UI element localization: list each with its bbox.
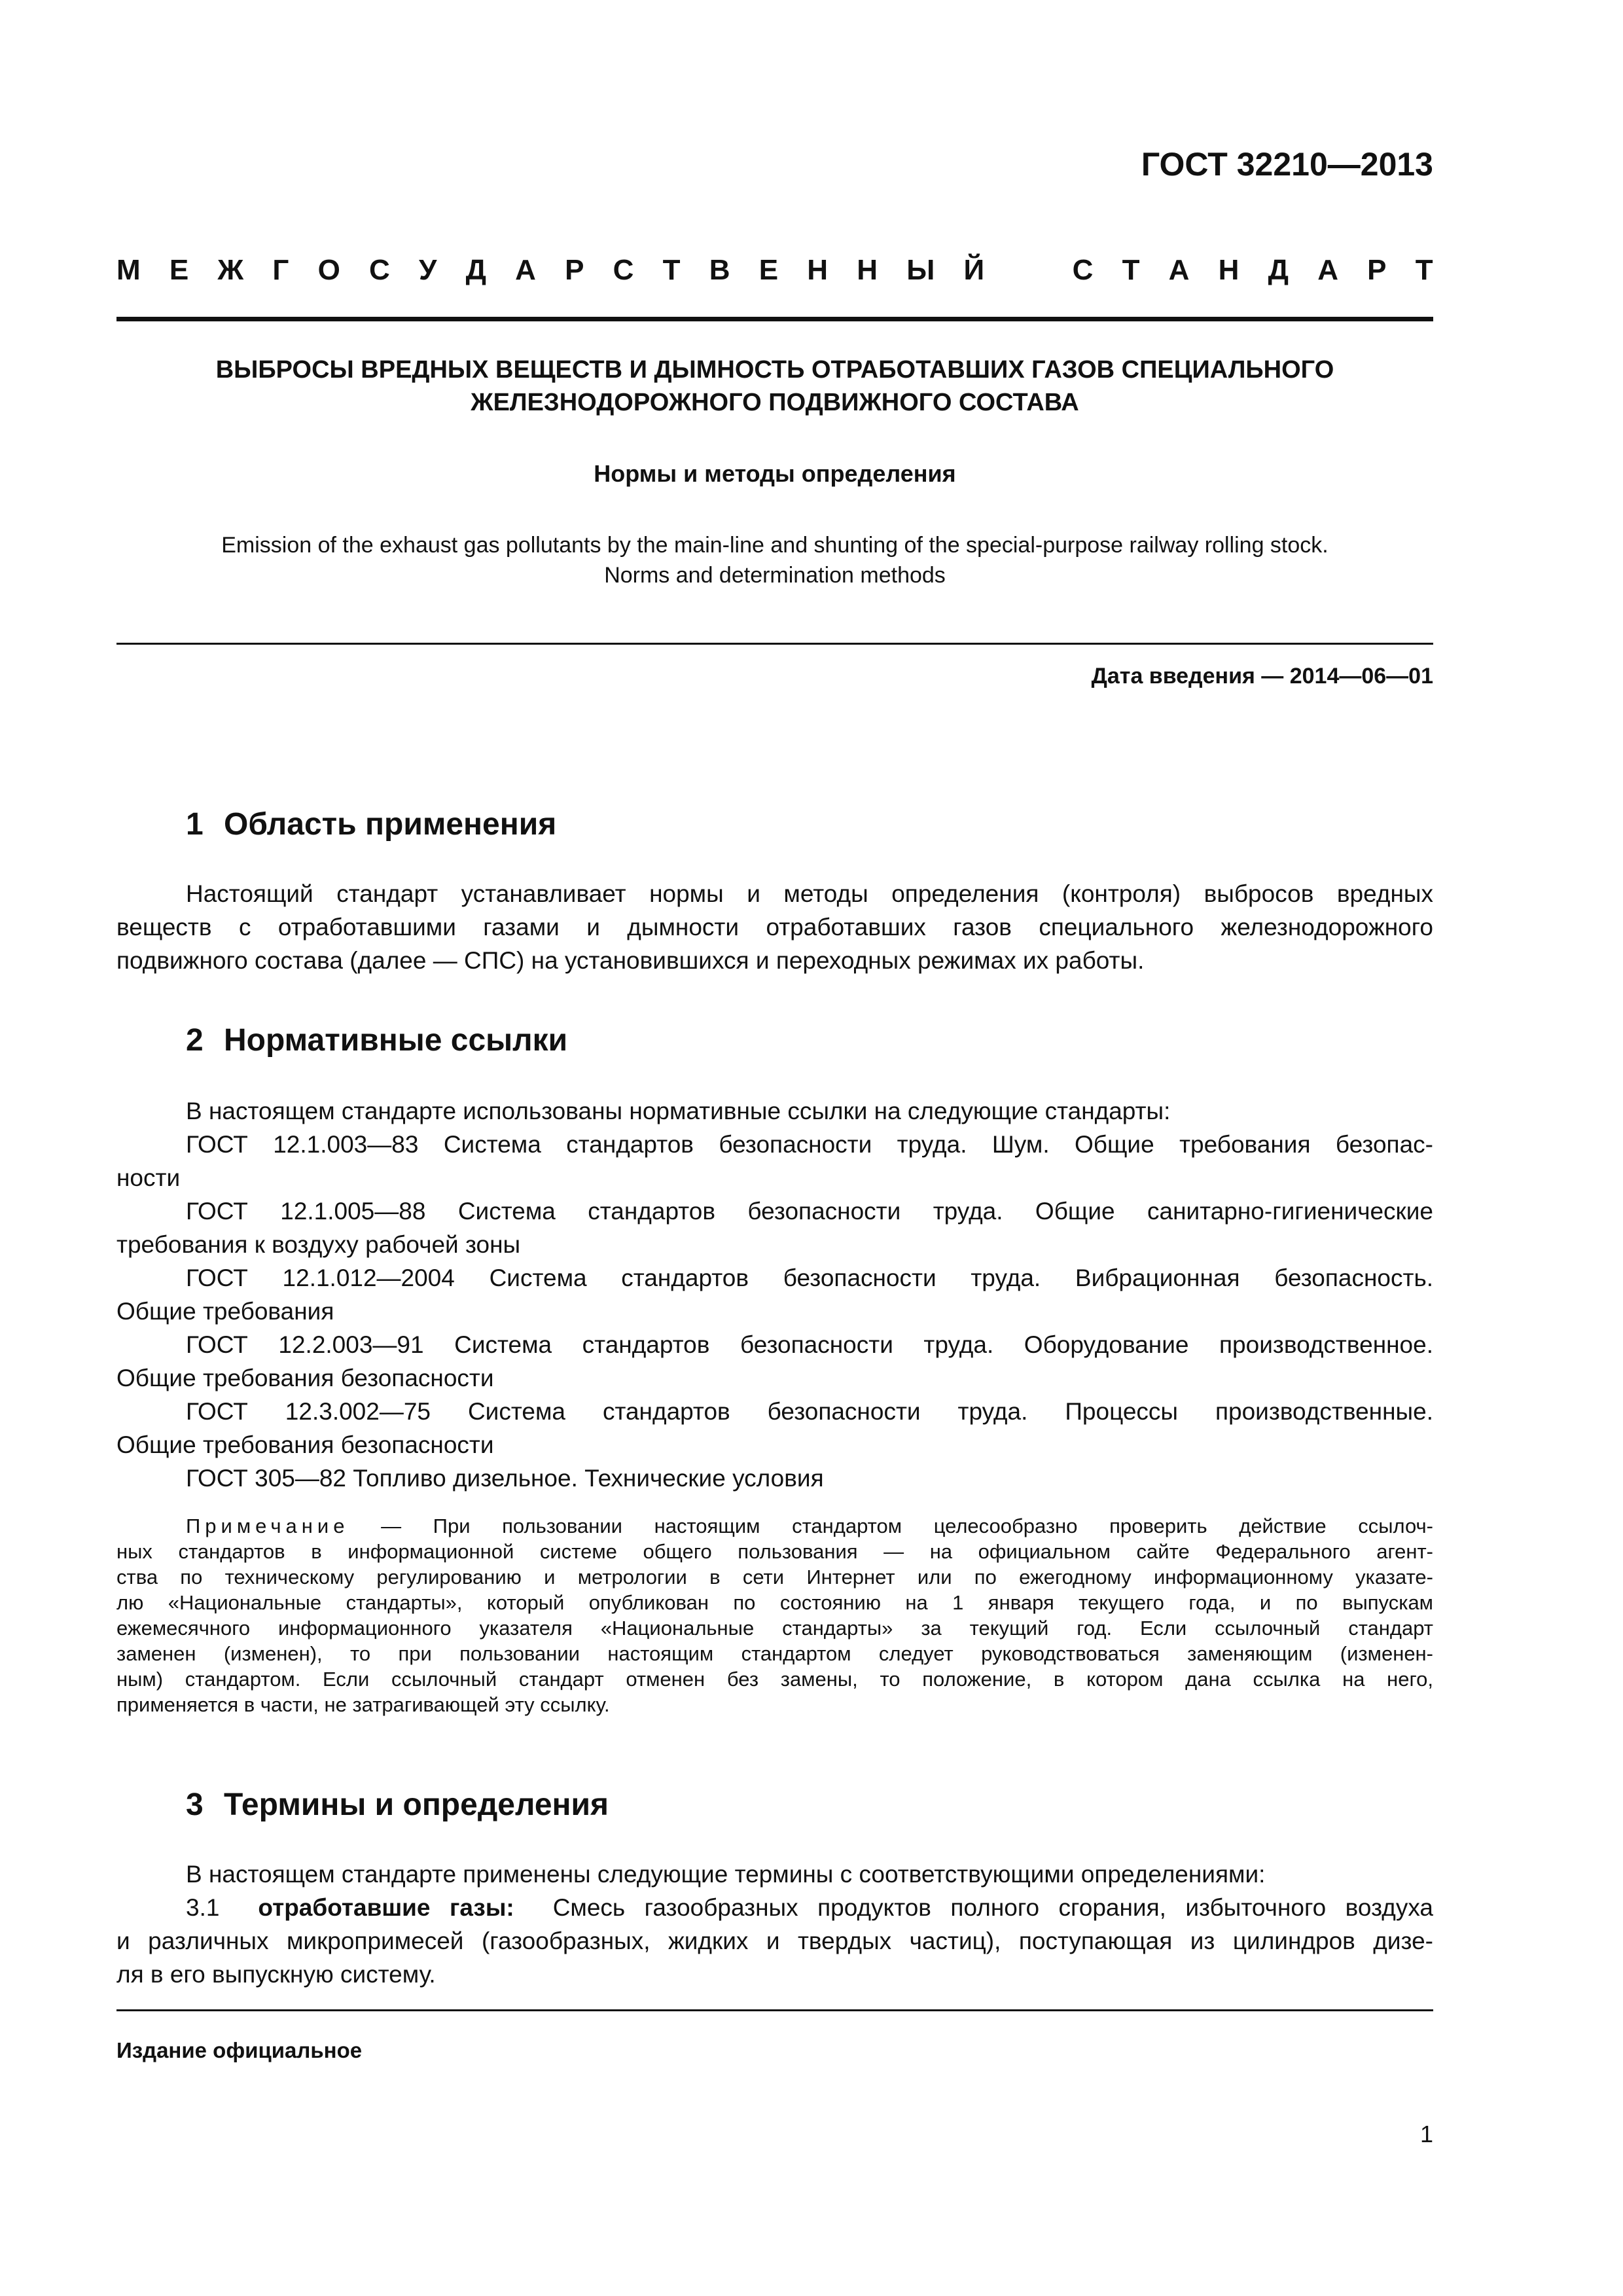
reference-note bbox=[116, 1513, 1433, 1717]
reference-line: ности bbox=[116, 1164, 181, 1191]
section-3-body bbox=[116, 1857, 1433, 1991]
section-2-body bbox=[116, 1094, 1433, 1495]
note-label: Примечание bbox=[186, 1515, 349, 1537]
term-name: отработавшие газы: bbox=[258, 1894, 514, 1921]
note-line: ства по техническому регулированию и метрологии в сети Интернет или по ежегодному информационному указате- bbox=[116, 1566, 1433, 1588]
standard-type-heading bbox=[116, 254, 1433, 287]
reference-line: Общие требования безопасности bbox=[116, 1365, 494, 1391]
standard-type-letter: А bbox=[1317, 254, 1338, 286]
standard-type-letter: Д bbox=[1268, 254, 1289, 286]
english-title bbox=[116, 530, 1433, 590]
footer-rule bbox=[116, 2009, 1433, 2011]
term-line: и различных микропримесей (газообразных, жидких и твердых частиц), поступающая из цилиндров дизе- bbox=[116, 1928, 1433, 1954]
reference-line: Общие требования bbox=[116, 1298, 334, 1325]
reference-line: ГОСТ 305—82 Топливо дизельное. Технические условия bbox=[186, 1465, 824, 1492]
document-subtitle: Нормы и методы определения bbox=[594, 460, 956, 487]
standard-type-letter: А bbox=[1168, 254, 1190, 286]
note-line: лю «Национальные стандарты», который опубликован по состоянию на 1 января текущего года, и по выпускам bbox=[116, 1591, 1433, 1614]
reference-line: ГОСТ 12.1.012—2004 Система стандартов безопасности труда. Вибрационная безопасность. bbox=[186, 1265, 1433, 1291]
note-text: — При пользовании настоящим стандартом целесообразно проверить действие ссылоч- bbox=[381, 1515, 1433, 1537]
paragraph-line: подвижного состава (далее — СПС) на установившихся и переходных режимах их работы. bbox=[116, 947, 1145, 974]
title-line: ЖЕЛЕЗНОДОРОЖНОГО ПОДВИЖНОГО СОСТАВА bbox=[471, 389, 1079, 416]
title-rule bbox=[116, 643, 1433, 645]
standard-type-letter: Р bbox=[565, 254, 584, 286]
standard-type-letter: С bbox=[613, 254, 634, 286]
note-line: заменен (изменен), то при пользовании настоящим стандартом следует руководствоваться заменяющим (изменен- bbox=[116, 1642, 1433, 1665]
english-title-line: Emission of the exhaust gas pollutants by the main-line and shunting of the special-purpose railway rolling stock. bbox=[221, 533, 1329, 558]
paragraph-line: В настоящем стандарте применены следующие термины с соответствующими определениями: bbox=[186, 1861, 1266, 1888]
standard-type-letter: Р bbox=[1367, 254, 1387, 286]
standard-type-letter: А bbox=[515, 254, 536, 286]
section-number: 2 bbox=[186, 1023, 204, 1058]
doc-number: ГОСТ 32210—2013 bbox=[1141, 146, 1433, 183]
reference-line: ГОСТ 12.1.005—88 Система стандартов безопасности труда. Общие санитарно-гигиенические bbox=[186, 1198, 1433, 1225]
standard-type-letter: В bbox=[709, 254, 730, 286]
note-line: ным) стандартом. Если ссылочный стандарт отменен без замены, то положение, в котором дана ссылка на него, bbox=[116, 1668, 1433, 1691]
term-line bbox=[116, 1891, 1433, 1924]
standard-type-letter: Т bbox=[662, 254, 681, 286]
standard-type-letter: Н bbox=[807, 254, 829, 286]
section-1-heading bbox=[186, 806, 556, 842]
standard-type-letter: Т bbox=[1122, 254, 1140, 286]
term-definition: Смесь газообразных продуктов полного сгорания, избыточного воздуха bbox=[552, 1894, 1433, 1921]
note-line: применяется в части, не затрагивающей эту ссылку. bbox=[116, 1693, 610, 1716]
section-2-heading bbox=[186, 1022, 567, 1058]
reference-line: ГОСТ 12.3.002—75 Система стандартов безопасности труда. Процессы производственные. bbox=[186, 1398, 1433, 1425]
reference-line: требования к воздуху рабочей зоны bbox=[116, 1231, 521, 1258]
paragraph-line: В настоящем стандарте использованы нормативные ссылки на следующие стандарты: bbox=[186, 1098, 1171, 1124]
section-3-heading bbox=[186, 1787, 609, 1823]
term-line: ля в его выпускную систему. bbox=[116, 1961, 436, 1988]
paragraph-line: Настоящий стандарт устанавливает нормы и методы определения (контроля) выбросов вредных bbox=[186, 880, 1433, 907]
standard-type-letter: Т bbox=[1415, 254, 1433, 286]
standard-type-letter: О bbox=[317, 254, 340, 286]
reference-line: Общие требования безопасности bbox=[116, 1431, 494, 1458]
section-title: Область применения bbox=[224, 807, 557, 842]
standard-type-letter: Ы bbox=[906, 254, 935, 286]
section-title: Термины и определения bbox=[224, 1787, 609, 1822]
standard-type-letter: Д bbox=[465, 254, 486, 286]
note-line: ежемесячного информационного указателя «Национальные стандарты» за текущий год. Если ссылочный стандарт bbox=[116, 1617, 1433, 1640]
term-number: 3.1 bbox=[186, 1894, 220, 1921]
document-title bbox=[116, 353, 1433, 419]
section-number: 3 bbox=[186, 1787, 204, 1822]
section-title: Нормативные ссылки bbox=[224, 1023, 568, 1058]
standard-type-letter: С bbox=[369, 254, 390, 286]
standard-type-letter: Е bbox=[758, 254, 779, 286]
standard-type-letter: С bbox=[1072, 254, 1094, 286]
english-title-line: Norms and determination methods bbox=[604, 563, 946, 588]
section-number: 1 bbox=[186, 807, 204, 842]
paragraph-line: веществ с отработавшими газами и дымности отработавших газов специального железнодорожного bbox=[116, 914, 1433, 941]
standard-type-letter: Н bbox=[1218, 254, 1240, 286]
note-line bbox=[116, 1513, 1433, 1539]
reference-line: ГОСТ 12.2.003—91 Система стандартов безопасности труда. Оборудование производственное. bbox=[186, 1331, 1433, 1358]
reference-line: ГОСТ 12.1.003—83 Система стандартов безопасности труда. Шум. Общие требования безопас- bbox=[186, 1131, 1433, 1158]
standard-type-letter: Н bbox=[857, 254, 878, 286]
title-line: ВЫБРОСЫ ВРЕДНЫХ ВЕЩЕСТВ И ДЫМНОСТЬ ОТРАБОТАВШИХ ГАЗОВ СПЕЦИАЛЬНОГО bbox=[215, 356, 1334, 384]
word-gap bbox=[1013, 254, 1043, 287]
header-rule bbox=[116, 317, 1433, 321]
standard-type-letter: У bbox=[418, 254, 437, 286]
standard-type-letter: Й bbox=[963, 254, 985, 286]
introduction-date: Дата введения — 2014—06—01 bbox=[1091, 664, 1433, 689]
page-number: 1 bbox=[1419, 2121, 1433, 2147]
standard-type-letter: Ж bbox=[217, 254, 244, 286]
standard-type-letter: Г bbox=[272, 254, 289, 286]
standard-type-letter: М bbox=[116, 254, 141, 286]
edition-label: Издание официальное bbox=[116, 2038, 363, 2062]
section-1-body bbox=[116, 877, 1433, 977]
note-line: ных стандартов в информационной системе общего пользования — на официальном сайте Федерального агент- bbox=[116, 1540, 1433, 1563]
standard-type-letter: Е bbox=[169, 254, 189, 286]
